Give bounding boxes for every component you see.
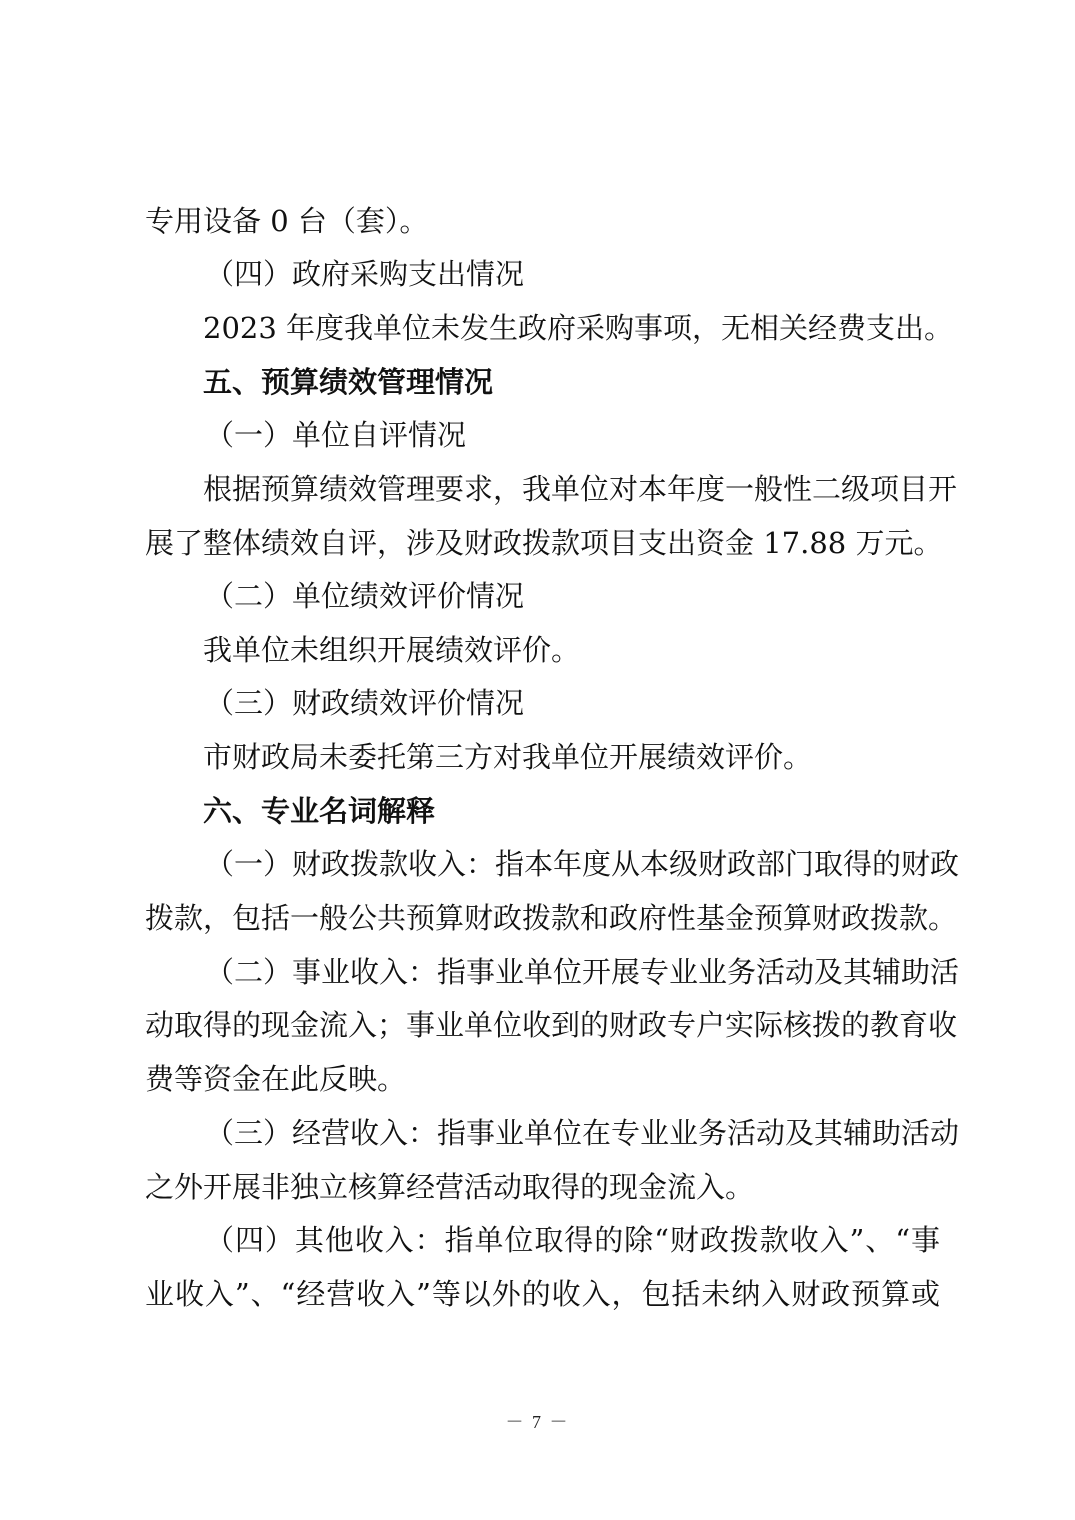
- subheading-finance-evaluation: [205, 677, 905, 730]
- body-line: [203, 302, 954, 355]
- text: 六、专业名词解释: [203, 794, 436, 828]
- text: 动取得的现金流入；事业单位收到的财政专户实际核拨的教育收: [145, 1008, 958, 1042]
- body-line: [145, 1053, 905, 1106]
- text: 拨款，包括一般公共预算财政拨款和政府性基金预算财政拨款。: [145, 901, 958, 935]
- glossary-term: （四）其他收入：: [205, 1223, 445, 1257]
- text: 五、预算绩效管理情况: [203, 365, 494, 399]
- text: 业收入”、“经营收入”等以外的收入，包括未纳入财政预算或: [145, 1277, 940, 1311]
- text: 之外开展非独立核算经营活动取得的现金流入。: [145, 1170, 755, 1204]
- body-line: [145, 999, 958, 1052]
- text: 专用设备 0 台（套）。: [145, 204, 429, 238]
- body-line: [145, 1268, 940, 1321]
- body-line: [203, 624, 903, 677]
- section-heading-performance: [203, 356, 903, 409]
- glossary-item: [205, 838, 960, 891]
- body-line: [145, 1161, 905, 1214]
- glossary-definition: 指事业单位在专业业务活动及其辅助活动: [437, 1116, 960, 1150]
- glossary-definition: 指单位取得的除“财政拨款收入”、“事: [444, 1223, 940, 1257]
- text: 费等资金在此反映。: [145, 1062, 407, 1096]
- text: （四）政府采购支出情况: [205, 257, 525, 291]
- glossary-line: [205, 946, 960, 999]
- body-line: [145, 517, 943, 570]
- body-line: [145, 195, 905, 248]
- text: （一）单位自评情况: [205, 418, 467, 452]
- glossary-term: （一）财政拨款收入：: [205, 847, 496, 881]
- text: （三）财政绩效评价情况: [205, 686, 525, 720]
- subheading-government-procurement: [205, 248, 905, 301]
- subheading-self-evaluation: [205, 409, 905, 462]
- glossary-item: [205, 946, 960, 999]
- glossary-item: [205, 1107, 960, 1160]
- glossary-item: [205, 1214, 940, 1267]
- body-line: [145, 892, 958, 945]
- glossary-line: [205, 1214, 940, 1267]
- text: 市财政局未委托第三方对我单位开展绩效评价。: [203, 740, 813, 774]
- body-line: [203, 463, 958, 516]
- text: 我单位未组织开展绩效评价。: [203, 633, 581, 667]
- text: （二）单位绩效评价情况: [205, 579, 525, 613]
- subheading-unit-evaluation: [205, 570, 905, 623]
- text: 展了整体绩效自评，涉及财政拨款项目支出资金 17.88 万元。: [145, 526, 943, 560]
- section-heading-glossary: [203, 785, 903, 838]
- text: 2023 年度我单位未发生政府采购事项，无相关经费支出。: [203, 311, 954, 345]
- page-number: － 7 －: [505, 1412, 570, 1432]
- glossary-definition: 指本年度从本级财政部门取得的财政: [495, 847, 960, 881]
- glossary-line: [205, 838, 960, 891]
- glossary-line: [205, 1107, 960, 1160]
- text: 根据预算绩效管理要求，我单位对本年度一般性二级项目开: [203, 472, 958, 506]
- glossary-term: （二）事业收入：: [205, 955, 438, 989]
- glossary-term: （三）经营收入：: [205, 1116, 438, 1150]
- body-line: [203, 731, 903, 784]
- glossary-definition: 指事业单位开展专业业务活动及其辅助活: [437, 955, 960, 989]
